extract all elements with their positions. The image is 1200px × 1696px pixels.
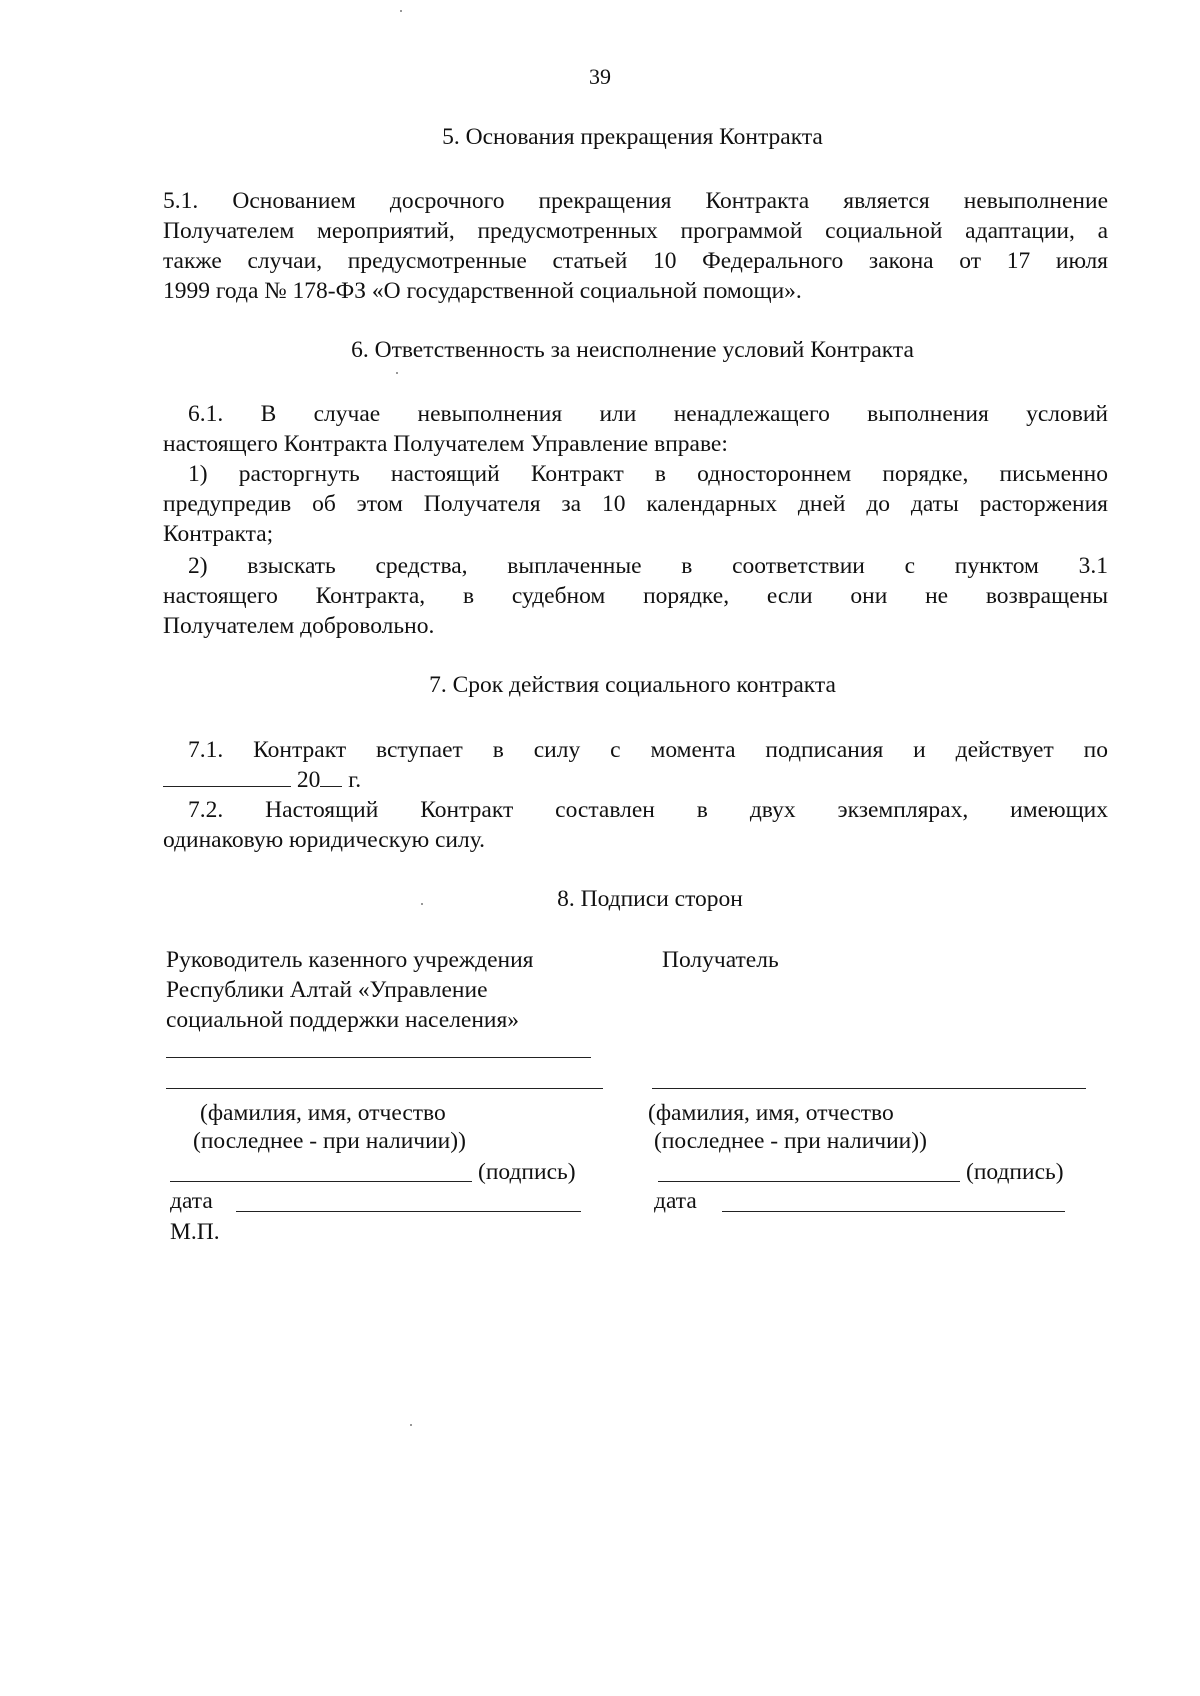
left-signature-rule: [170, 1181, 472, 1182]
section-6-heading: 6. Ответственность за неисполнение условий Контракта: [351, 337, 914, 363]
scan-speck: [421, 903, 423, 905]
year-suffix: г.: [348, 767, 362, 793]
date-blank-rule: [163, 766, 291, 787]
section-6-item-2-line-3: Получателем добровольно.: [163, 613, 435, 639]
left-title-line-3: социальной поддержки населения»: [166, 1007, 520, 1033]
right-name-rule: [652, 1088, 1086, 1089]
year-blank-rule: [320, 766, 342, 787]
left-date-rule: [236, 1211, 581, 1212]
section-5-1-line-3: также случаи, предусмотренные статьей 10 Федерального закона от 17 июля: [163, 248, 1108, 274]
right-signature-caption: (подпись): [966, 1159, 1064, 1185]
right-name-caption-line-2: (последнее - при наличии)): [654, 1128, 927, 1154]
section-6-item-1-line-2: предупредив об этом Получателя за 10 календарных дней до даты расторжения: [163, 491, 1108, 517]
section-7-2-line-1: 7.2. Настоящий Контракт составлен в двух экземплярах, имеющих: [188, 797, 1108, 823]
section-7-2-line-2: одинаковую юридическую силу.: [163, 827, 486, 853]
section-6-1-line-1: 6.1. В случае невыполнения или ненадлежащего выполнения условий: [188, 401, 1108, 427]
section-8-heading: 8. Подписи сторон: [557, 886, 743, 912]
section-7-heading: 7. Срок действия социального контракта: [429, 672, 836, 698]
left-stamp-label: М.П.: [170, 1219, 220, 1245]
section-6-item-1-line-3: Контракта;: [163, 521, 274, 547]
scan-speck: [396, 372, 398, 374]
section-6-item-2-line-1: 2) взыскать средства, выплаченные в соответствии с пунктом 3.1: [188, 553, 1108, 579]
scan-speck: [410, 1424, 412, 1426]
section-5-1-line-1: 5.1. Основанием досрочного прекращения Контракта является невыполнение: [163, 188, 1108, 214]
left-date-label: дата: [170, 1188, 213, 1214]
left-title-line-2: Республики Алтай «Управление: [166, 977, 488, 1003]
section-5-1-line-4: 1999 года № 178-ФЗ «О государственной социальной помощи».: [163, 278, 802, 304]
section-6-1-line-2: настоящего Контракта Получателем Управление вправе:: [163, 431, 728, 457]
section-5-1-line-2: Получателем мероприятий, предусмотренных программой социальной адаптации, а: [163, 218, 1108, 244]
page-number: 39: [589, 64, 611, 89]
section-6-item-2-line-2: настоящего Контракта, в судебном порядке, если они не возвращены: [163, 583, 1108, 609]
section-7-1-date-line: [163, 765, 361, 795]
left-name-caption-line-2: (последнее - при наличии)): [193, 1128, 466, 1154]
section-5-heading: 5. Основания прекращения Контракта: [442, 124, 823, 150]
left-name-rule: [166, 1088, 603, 1089]
left-signature-caption: (подпись): [478, 1159, 576, 1185]
right-signature-rule: [658, 1181, 960, 1182]
left-title-line-1: Руководитель казенного учреждения: [166, 947, 534, 973]
year-prefix: 20: [296, 767, 321, 793]
scan-speck: [400, 10, 402, 12]
section-7-1-line-1: 7.1. Контракт вступает в силу с момента подписания и действует по: [188, 737, 1108, 763]
right-name-caption-line-1: (фамилия, имя, отчество: [648, 1100, 894, 1126]
left-name-caption-line-1: (фамилия, имя, отчество: [200, 1100, 446, 1126]
right-title-line-1: Получатель: [662, 947, 779, 973]
section-6-item-1-line-1: 1) расторгнуть настоящий Контракт в одностороннем порядке, письменно: [188, 461, 1108, 487]
right-date-label: дата: [654, 1188, 697, 1214]
right-date-rule: [722, 1211, 1065, 1212]
left-signature-rule-1: [166, 1057, 591, 1058]
